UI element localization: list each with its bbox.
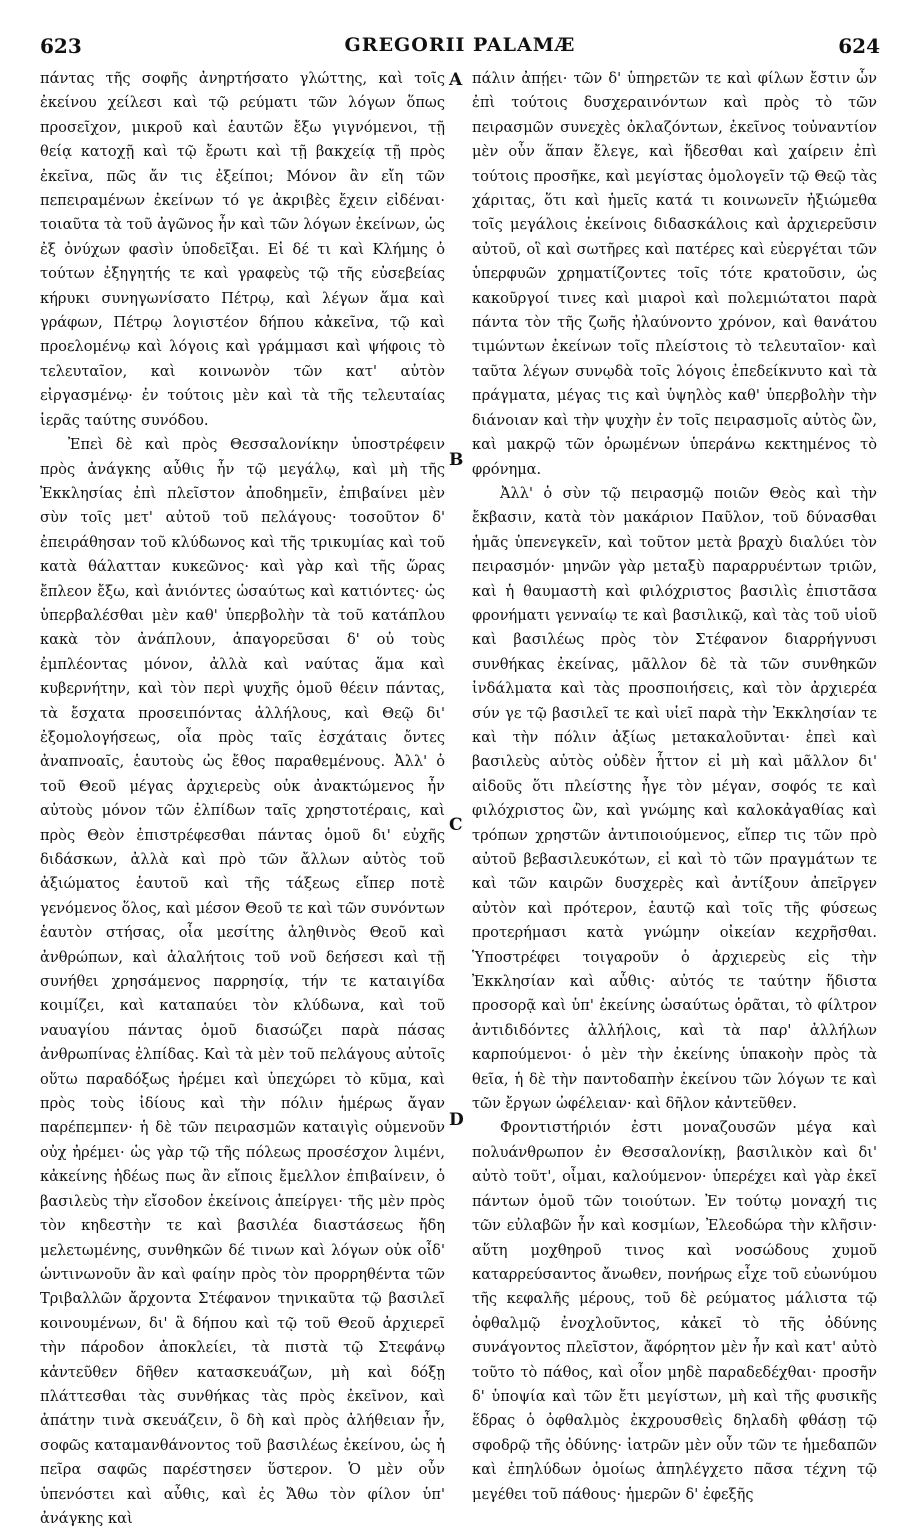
section-marker-a: A xyxy=(449,70,463,90)
paragraph: πάλιν ἀπῄει· τῶν δ' ὑπηρετῶν τε καὶ φίλων ἔστιν ὧν ἐπὶ τούτοις δυσχεραινόντων καὶ πρὸς τὸ τῶν πειρασμῶν συνεχὲς ὀκλαζόντων, ἐκεῖνος τοὐναντίον μὲν οὖν ἅπαν ἔλεγε, καὶ ἥδεσθαι καὶ χαίρειν ἐπὶ τούτοις προσῆκε, καὶ μεγίστας ὁμολογεῖν τῷ Θεῷ τὰς χάριτας, ὅτι καὶ ἡμεῖς κατά τι κοινωνεῖν ἠξιώμεθα τοῖς μεγάλοις ἐκείνοις διδασκάλοις καὶ ἀρχιερεῦσιν αὐτοῦ, οἳ καὶ σωτῆρες καὶ πατέρες καὶ εὐεργέται τῶν ὑπερφυῶν χρηματίζοντες τοῖς τότε κρατοῦσιν, ὡς κακοῦργοί τινες καὶ μιαροὶ καὶ πολεμιώτατοι παρὰ πάντα τὸν τῆς ζωῆς ἠλαύνοντο χρόνον, καὶ θανάτου τιμώντων ἐκείνων τοῖς πλείστοις τὸ τελευταῖον· καὶ ταῦτα λέγων συνῳδὰ τοῖς λόγοις ἐπεδείκνυτο καὶ τὰ πράγματα, μέγας τις καὶ ὑψηλὸς καθ' ὑπερβολὴν τὴν διάνοιαν καὶ τὴν ψυχὴν ἐν τοῖς πειρασμοῖς αὐτὸς ὢν, καὶ μακρῷ τῶν ὁρωμένων ὑπεράνω κεκτημένος τὸ φρόνημα. xyxy=(472,70,877,478)
paragraph: Ἀλλ' ὁ σὺν τῷ πειρασμῷ ποιῶν Θεὸς καὶ τὴν ἔκβασιν, κατὰ τὸν μακάριον Παῦλον, τοῦ δύνασθαι ἡμᾶς ὑπενεγκεῖν, καὶ τοῦτον μετὰ βραχὺ διαλύει τὸν πειρασμόν· μηνῶν γὰρ μεταξὺ παραρρυέντων τριῶν, καὶ ἡ θαυμαστὴ καὶ φιλόχριστος βασιλὶς ἐπιστᾶσα φρονήματι γενναίῳ τε καὶ βασιλικῷ, καὶ τὰς τοῦ υἱοῦ καὶ βασιλέως πρὸς τὸν Στέφανον διαρρήγνυσι συνθήκας ἐκείνας, μᾶλλον δὲ τὰ τῶν συνθηκῶν ἰνδάλματα καὶ τὰς προσποιήσεις, καὶ τὸν ἀρχιερέα σύν γε τῷ βασιλεῖ τε καὶ υἱεῖ παρὰ τὴν Ἐκκλησίαν τε καὶ τὴν πόλιν ἀξίως μετακαλοῦνται· ἐπεὶ καὶ βασιλεὺς αὐτὸς οὐδὲν ἧττον εἰ μὴ καὶ μᾶλλον δι' αἰδοῦς ὅτι πλείστης ἦγε τὸν μέγαν, σοφός τε καὶ φιλόχριστος ὢν, καὶ γνώμης καὶ καλοκἀγαθίας καὶ τρόπων χρηστῶν ἀντιποιούμενος, εἴπερ τις τῶν πρὸ αὐτοῦ βεβασιλευκότων, εἰ καὶ τὸ τῶν πραγμάτων τε καὶ τῶν καιρῶν δυσχερὲς καὶ ἀντίξουν ἀπεῖργεν αὐτὸν καὶ πρότερον, ἑαυτῷ καὶ τοῖς τῆς φύσεως προτερήμασι κατὰ γνώμην οἰκείαν κεχρῆσθαι. Ὑποστρέφει τοιγαροῦν ὁ ἀρχιερεὺς εἰς τὴν Ἐκκλησίαν καὶ αὖθις· αὐτός τε ταύτην ἥδιστα προσορᾷ καὶ ὑπ' ἐκείνης ὡσαύτως ὁρᾶται, τὸ φίλτρον ἀντιδιδόντες ἀλλήλοις, καὶ τὰ παρ' ἀλλήλων καρπούμενοι· ὁ μὲν τὴν ἐκείνης ὑπακοὴν πρὸς τὰ θεῖα, ἡ δὲ τὴν παντοδαπὴν ἐκείνου τῶν λόγων τε καὶ τῶν ἔργων ὠφέλειαν· καὶ δῆλον κἀντεῦθεν. xyxy=(472,484,877,1113)
right-page-number: 624 xyxy=(838,34,880,58)
paragraph: Φροντιστήριόν ἐστι μοναζουσῶν μέγα καὶ πολυάνθρωπον ἐν Θεσσαλονίκῃ, βασιλικὸν καὶ δι' αὐτὸ τοῦτ', οἶμαι, καλούμενον· ὑπερέχει καὶ γὰρ ἐκεῖ πάντων ὁμοῦ τῶν τοιούτων. Ἐν τούτῳ μοναχή τις τῶν εὐλαβῶν ἦν καὶ κοσμίων, Ἐλεοδώρα τὴν κλῆσιν· αὕτη μοχθηροῦ τινος καὶ νοσώδους χυμοῦ καταρρεύσαντος ἄνωθεν, πονήρως εἶχε τοῦ εὐωνύμου τῆς κεφαλῆς μέρους, τοῦ δὲ ρεύματος μάλιστα τῷ ὀφθαλμῷ ἐνοχλοῦντος, κἀκεῖ τὸ τῆς ὀδύνης συνάγοντος πλεῖστον, ἄφόρητον μὲν ἦν καὶ κατ' αὐτὸ τοῦτο τὸ πάθος, καὶ οἷον μηδὲ παραδεδέχθαι· προσῆν δ' ὑποψία καὶ τῶν ἔτι μεγίστων, μὴ καὶ τῆς φυσικῆς ἕδρας ὁ ὀφθαλμὸς ἐκχρουσθεὶς δηλαδὴ φθάσῃ τῷ σφοδρῷ τῆς ὀδύνης· ἰατρῶν μὲν οὖν τῶν τε ἡμεδαπῶν καὶ ἐπηλύδων ὁμοίως ἀπηλέγχετο πᾶσα τέχνη τῷ μεγέθει τοῦ πάθους· ἡμερῶν δ' ἐφεξῆς xyxy=(472,1119,877,1503)
right-column xyxy=(472,67,877,1507)
section-marker-b: B xyxy=(449,450,464,470)
section-marker-c: C xyxy=(449,815,463,835)
paragraph: πάντας τῆς σοφῆς ἀνηρτήσατο γλώττης, καὶ τοῖς ἐκείνου χείλεσι καὶ τῷ ρεύματι τῶν λόγων ὅπως προσεῖχον, μικροῦ καὶ ἑαυτῶν ἔξω γιγνόμενοι, τῇ θείᾳ κατοχῇ καὶ τῷ ἔρωτι καὶ τῇ βακχείᾳ τῇ πρὸς ἐκεῖνα, πῶς ἄν τις ἐξείποι; Μόνον ἂν εἴη τῶν πεπειραμένων ἐκείνων τό γε ἀκριβὲς ἔχειν εἰδέναι· τοιαῦτα τὰ τοῦ ἀγῶνος ἦν καὶ τῶν λόγων ἐκείνων, ὡς ἐξ ὀνύχων φασὶν ὑποδεῖξαι. Εἰ δέ τι καὶ Κλήμης ὁ τούτων ἐξηγητής τε καὶ γραφεὺς τῷ τῆς εὐσεβείας κήρυκι συνηγωνίσατο Πέτρῳ, καὶ λέγων ἅμα καὶ γράφων, Πέτρῳ λογιστέον δήπου κἀκεῖνα, τῷ καὶ προελομένῳ καὶ λόγοις καὶ γράμμασι καὶ ψήφοις τὸ τελευταῖον, καὶ κοινωνὸν τῶν κατ' αὐτὸν εἰργασμένῳ· ἐν τούτοις μὲν καὶ τὰ τῆς τελευταίας ἱερᾶς ταύτης συνόδου. xyxy=(40,70,445,429)
left-column xyxy=(40,67,445,1531)
running-header xyxy=(40,34,880,64)
left-page-number: 623 xyxy=(40,34,82,58)
paragraph: Ἐπεὶ δὲ καὶ πρὸς Θεσσαλονίκην ὑποστρέφειν πρὸς ἀνάγκης αὖθις ἦν τῷ μεγάλῳ, καὶ μὴ τῆς Ἐκκλησίας ἐπὶ πλεῖστον ἀποδημεῖν, ἐπιβαίνει μὲν σὺν τοῖς μετ' αὐτοῦ τοῦ πελάγους· τοσοῦτον δ' ἐπειράθησαν τοῦ κλύδωνος καὶ τῆς τρικυμίας καὶ τοῦ κατὰ θάλατταν κυκεῶνος· καὶ γὰρ καὶ τῆς ὥρας ἔπλεον ἔξω, καὶ ἀνιόντες ὡσαύτως καὶ κατιόντες· ὡς ὑπερβαλέσθαι μὲν καθ' ὑπερβολὴν τὰ τοῦ κατάπλου κακὰ τὸν ἀνάπλουν, ἀπαγορεῦσαι δ' οὐ τοὺς ἐμπλέοντας μόνον, ἀλλὰ καὶ ναύτας ἅμα καὶ κυβερνήτην, καὶ τὸν περὶ ψυχῆς ὁμοῦ θέειν πάντας, τὰ ἔσχατα προσειπόντας ἀλλήλους, καὶ Θεῷ δι' ἐξομολογήσεως, οἷα πρὸς ταῖς ἐσχάταις ὄντες ἀναπνοαῖς, ἑαυτοὺς ὡς ἔθος παραθεμένους. Ἀλλ' ὁ τοῦ Θεοῦ μέγας ἀρχιερεὺς οὐκ ἀνακτώμενος ἦν αὐτοὺς μόνον τῶν ἐλπίδων ταῖς χρηστοτέραις, καὶ πρὸς Θεὸν ἐπιστρέφεσθαι πάντας ὁμοῦ δι' εὐχῆς διδάσκων, ἀλλὰ καὶ πρὸ τῶν ἄλλων αὐτὸς τοῦ ἀξιώματος ἑαυτοῦ καὶ τῆς τάξεως εἴπερ ποτὲ γενόμενος ὅλος, καὶ μέσον Θεοῦ τε καὶ τῶν συνόντων ἑαυτὸν στήσας, οἷα μεσίτης ἀληθινὸς Θεοῦ καὶ ἀνθρώπων, καὶ ἀλαλήτοις τοῦ νοῦ δεήσεσι καὶ τῇ συνήθει χρησάμενος παρρησίᾳ, τήν τε καταιγίδα κοιμίζει, καὶ καταπαύει τὸν κλύδωνα, καὶ τοῦ ναυαγίου πάντας ὁμοῦ διασώζει παρὰ πάσας ἀνθρωπίνας ἐλπίδας. Καὶ τὰ μὲν τοῦ πελάγους αὐτοῖς οὕτω παραδόξως ἠρέμει καὶ ὑπεχώρει τὸ κῦμα, καὶ πρὸς τοὺς ἰδίους καὶ τὴν πόλιν ἡμέρως ἄγαν παρέπεμπεν· ἡ δὲ τῶν πειρασμῶν καταιγὶς οὐμενοῦν οὐχ ἠρέμει· ὡς γὰρ τῷ τῆς πόλεως προσέσχον λιμένι, κἀκείνης ἡδέως πως ἂν εἴποις ἔμελλον ἐπιβαίνειν, ὁ βασιλεὺς τὴν εἴσοδον ἐκείνοις ἀπείργει· τῆς μὲν πρὸς τὸν κηδεστὴν τε καὶ βασιλέα διαστάσεως ἤδη μελετωμένης, συνθηκῶν δέ τινων καὶ λόγων οὐκ οἶδ' ὡντινωνοῦν ἂν καὶ φαίην πρὸς τὸν προρρηθέντα τῶν Τριβαλλῶν ἄρχοντα Στέφανον τηνικαῦτα τῷ βασιλεῖ κοινουμένων, δι' ἃ δήπου καὶ τῷ τοῦ Θεοῦ ἀρχιερεῖ τὴν πάροδον ἀποκλείει, τὰ πιστὰ τῷ Στεφάνῳ κἀντεῦθεν δῆθεν κατασκευάζων, μὴ καὶ δόξῃ πλάττεσθαι τὰς συνθήκας τὰς πρὸς ἐκεῖνον, καὶ ἀπάτην τινὰ σκευάζειν, ὃ δὴ καὶ πρὸς ἀλήθειαν ἦν, σοφῶς καταμανθάνοντος τοῦ βασιλέως ἐκείνου, ὡς ἡ πεῖρα σαφῶς παρέστησεν ὕστερον. Ὁ μὲν οὖν ὑπενόστει καὶ αὖθις, καὶ ἐς Ἄθω τὸν φίλον ὑπ' ἀνάγκης καὶ xyxy=(40,436,445,1527)
running-title: GREGORII PALAMÆ xyxy=(344,34,576,56)
section-marker-d: D xyxy=(449,1110,464,1130)
